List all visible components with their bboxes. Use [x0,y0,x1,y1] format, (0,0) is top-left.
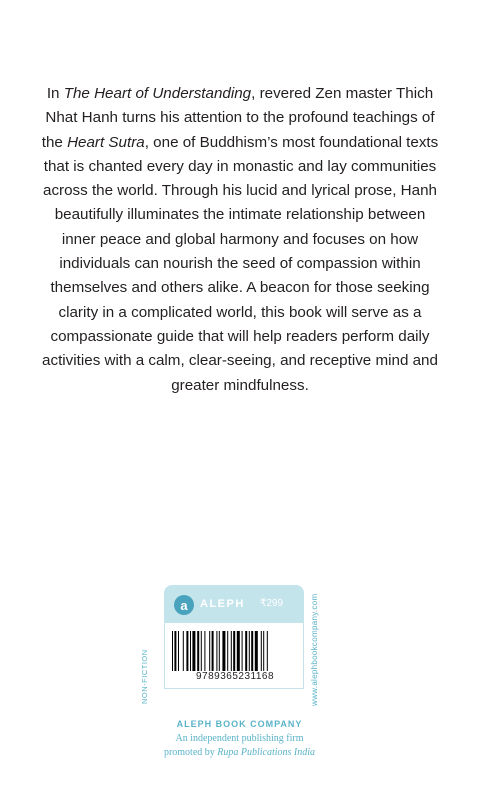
book-title: The Heart of Understanding [63,85,252,102]
barcode-bar [219,631,220,671]
logo-letter: a [180,597,188,613]
aleph-logo-icon [174,595,194,615]
price-panel [164,585,304,623]
sutra-title: Heart Sutra [67,133,145,151]
promoter-name: Rupa Publications India [217,747,316,758]
barcode-bar [251,631,253,671]
publisher-tagline: An independent publishing firm [175,733,304,744]
isbn-number: 9789365231168 [195,671,275,682]
back-cover-blurb [40,82,440,398]
barcode-bar [245,631,247,671]
genre-label: NON-FICTION [140,649,149,704]
barcode-bar [222,631,225,671]
brand-name: ALEPH [200,598,245,610]
barcode-bar [216,631,217,671]
barcode-panel [164,623,304,689]
barcode-bar [227,631,228,671]
barcode-bar [249,631,250,671]
barcode-bar [237,631,240,671]
barcode-bar [172,631,173,671]
website-url: www.alephbookcompany.com [310,593,319,706]
barcode-bar [178,631,179,671]
barcode-bar [233,631,235,671]
barcode-bar [174,631,176,671]
barcode-bar [255,631,258,671]
barcode-bar [242,631,243,671]
barcode-bar [192,631,195,671]
blurb-middle: , revered Zen master Thich Nhat Hanh turns his attention to the profound teachings of the [41,85,435,151]
price-label: ₹299 [260,598,284,609]
blurb-body: , one of Buddhism’s most foundational texts that is chanted every day in monastic and lay communities across the world. Through his lucid and lyrical prose, Hanh beautifully illuminates the intimate relationship between inner peace and global harmony and focuses on how individuals can nourish the seed of compassion within themselves and others alike. A beacon for those seeking clarity in a complicated world, this book will serve as a compassionate guide that will help readers perform daily activities with a calm, clear-seeing, and receptive mind and greater mindfulness. [42,133,439,394]
barcode-bar [183,631,184,671]
barcode-bar [204,631,205,671]
barcode-bar [212,631,214,671]
publisher-promoter [0,747,479,758]
promoter-prefix: promoted by [163,747,218,758]
barcode-bar [267,631,268,671]
barcode-bar [231,631,232,671]
barcode-bar [190,631,191,671]
barcode-bar [261,631,262,671]
barcode-bar [209,631,210,671]
barcode-bar [263,631,264,671]
barcode-bar [186,631,188,671]
blurb-intro: In [46,85,64,102]
barcode-bar [197,631,199,671]
publisher-name: ALEPH BOOK COMPANY [176,719,303,729]
barcode-graphic [172,631,298,671]
barcode-bar [201,631,202,671]
